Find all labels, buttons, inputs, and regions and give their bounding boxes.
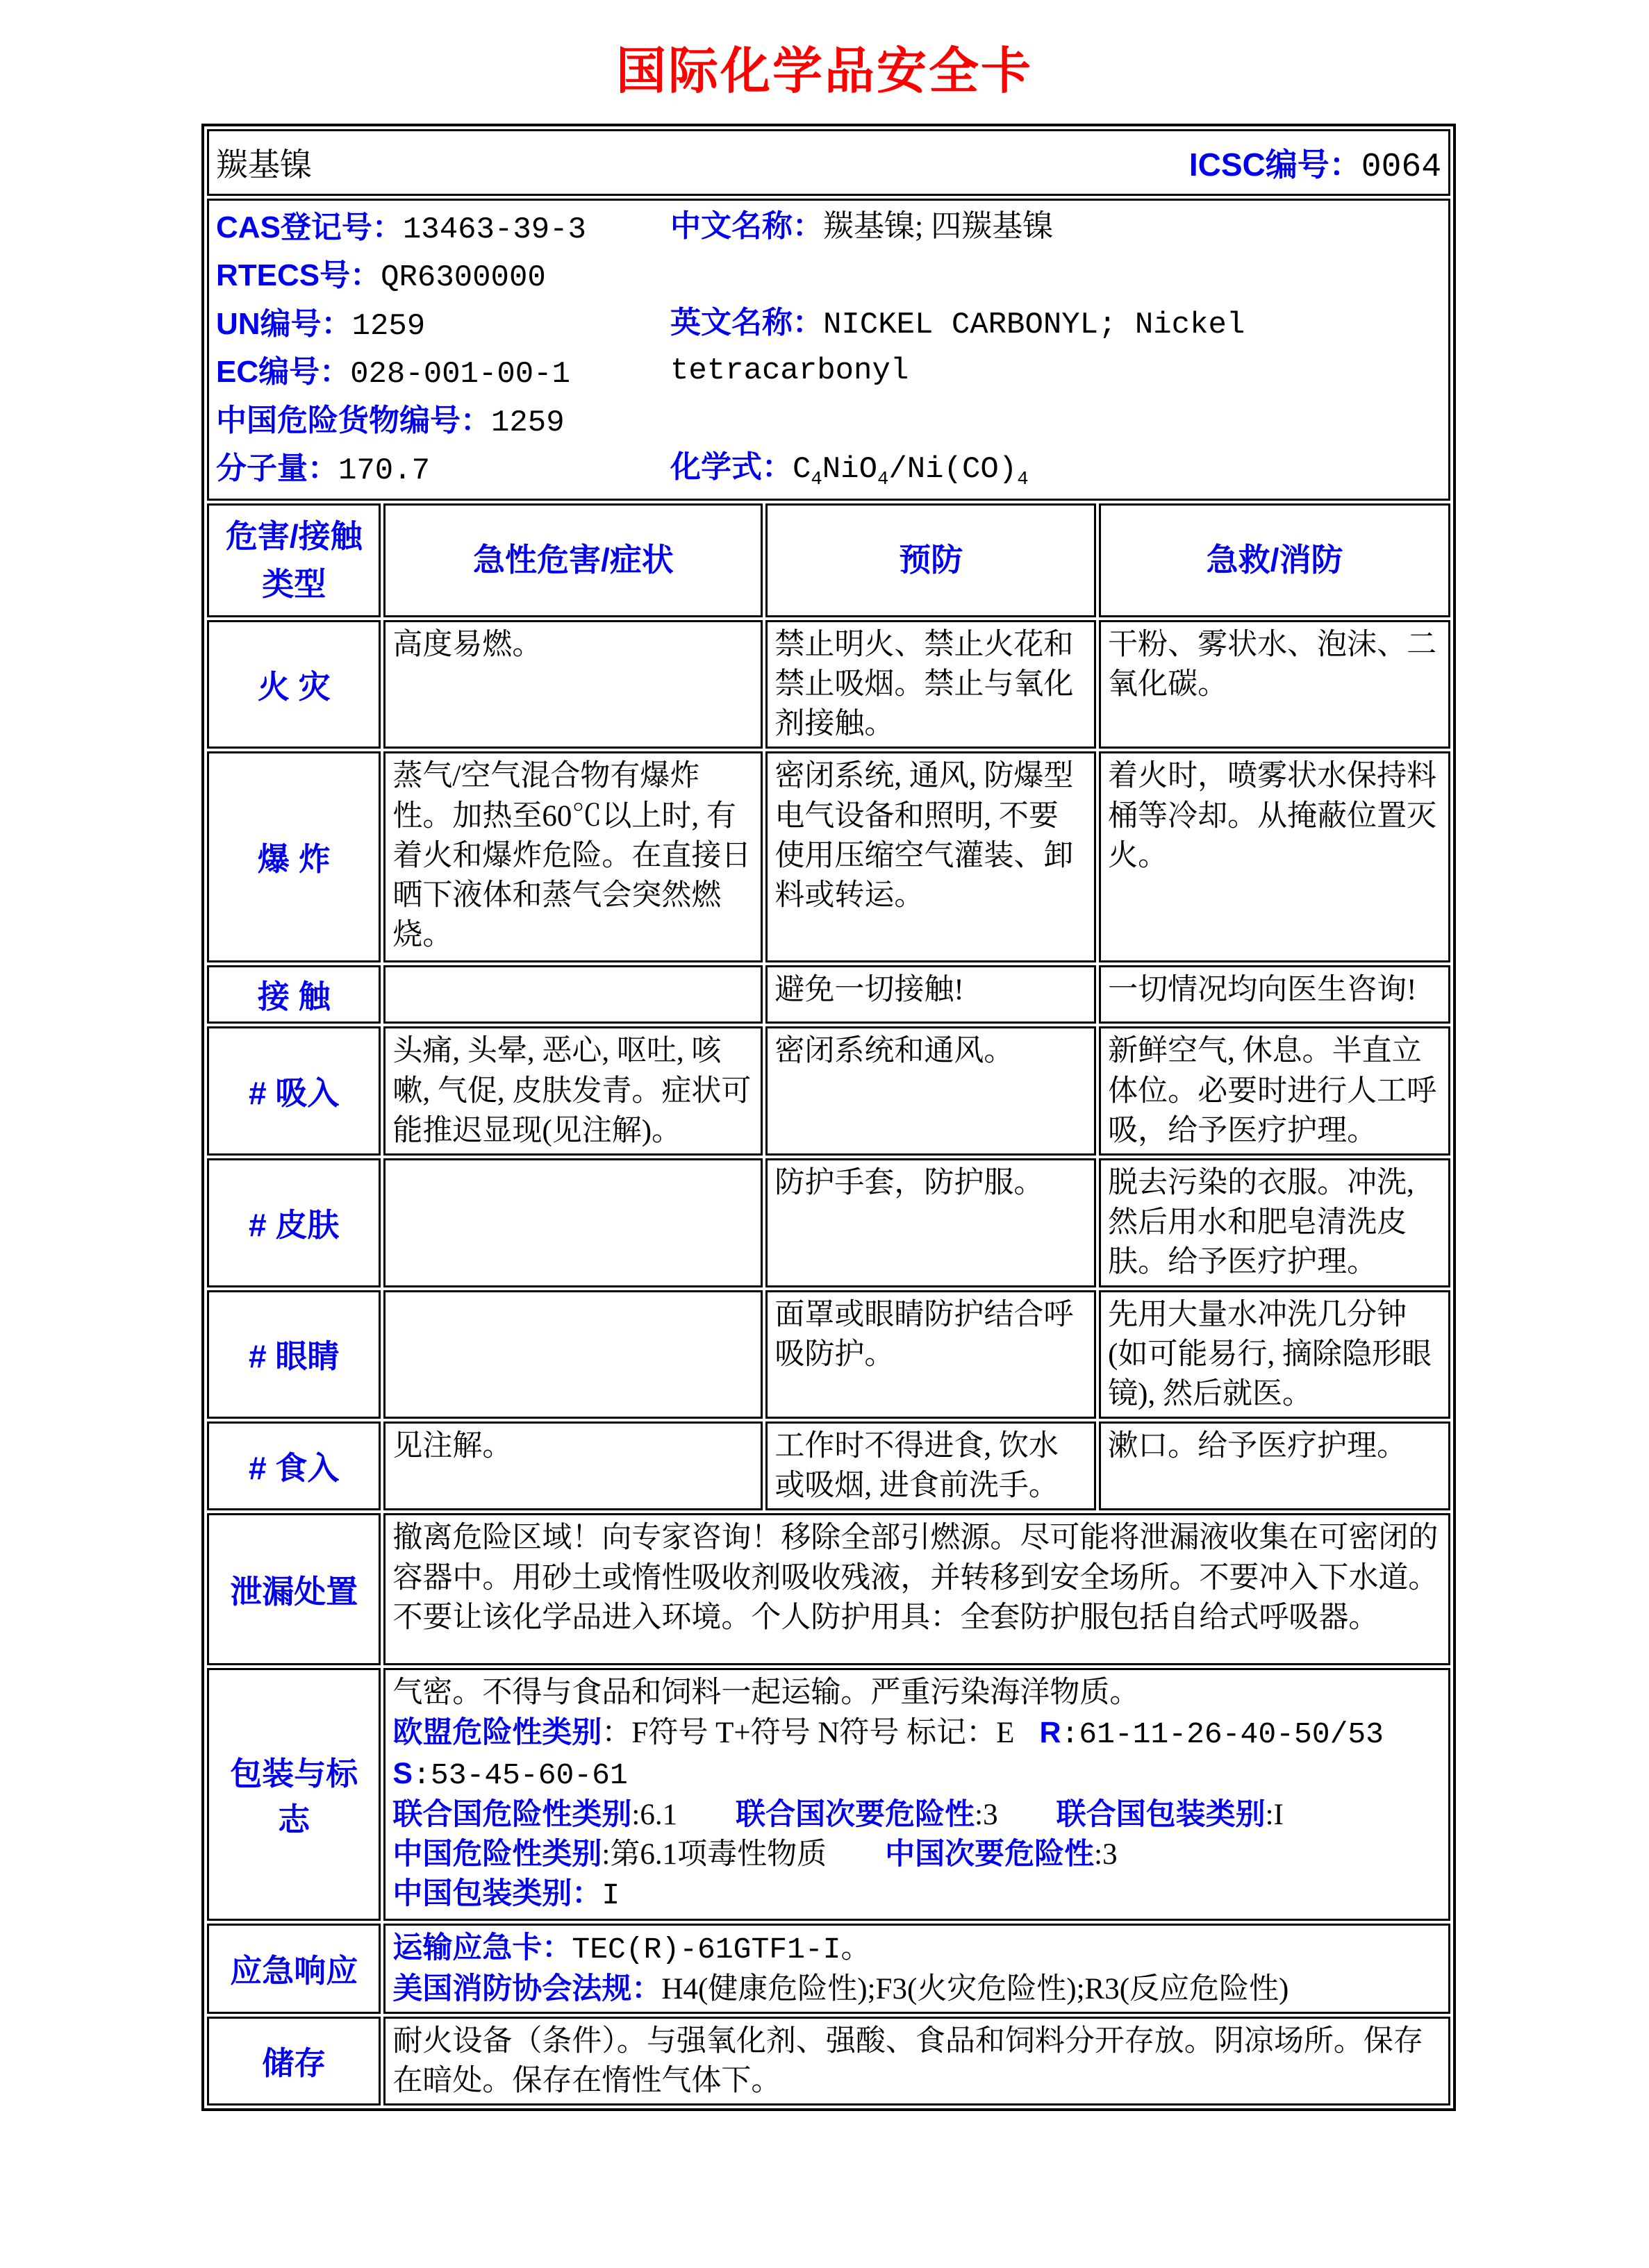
hazard-row-ingestion [207,1421,1450,1510]
contact-symptoms [383,965,763,1024]
hazard-row-explosion [207,751,1450,962]
card-header-cell [207,129,1450,196]
chemical-formula: $C_4NiO_4/Ni(CO)_4$ [793,452,1029,491]
section-row-spill [207,1513,1450,1665]
section-row-storage [207,2017,1450,2106]
inhalation-prevention: 密闭系统和通风。 [765,1026,1096,1156]
identifier-list [216,203,666,496]
identification-cell [207,199,1450,501]
inhalation-symptoms: 头痛, 头晕, 恶心, 呕吐, 咳嗽, 气促, 皮肤发青。症状可能推迟显现(见注解)。 [383,1026,763,1156]
storage-text: 耐火设备（条件）。与强氧化剂、强酸、食品和饲料分开存放。阴凉场所。保存在暗处。保存在惰性气体下。 [383,2017,1450,2106]
chemical-formula-line: 化学式：$C_4NiO_4/Ni(CO)_4$ [670,450,1029,491]
hazard-row-skin [207,1158,1450,1287]
icsc-safety-card-page [0,31,1649,2111]
packaging-line-cn-pack: 中国包装类别：I [392,1877,620,1913]
page-title: 国际化学品安全卡 [615,44,1033,99]
packaging-line-un: 联合国危险性类别:6.1 联合国次要危险性:3 联合国包装类别:I [392,1798,1284,1831]
hazard-row-eyes [207,1290,1450,1419]
section-row-emergency [207,1924,1450,2014]
inhalation-label: # 吸入 [207,1026,381,1156]
emergency-label: 应急响应 [207,1924,381,2014]
hazard-row-inhalation [207,1026,1450,1156]
storage-label: 储存 [207,2017,381,2106]
hazard-type-header: 危害/接触 类型 [207,503,381,617]
emergency-line-terc: 运输应急卡：TEC(R)-61GTF1-I。 [392,1931,871,1967]
ingestion-symptoms: 见注解。 [383,1421,763,1510]
ec-number-line: EC编号：028-001-00-1 [216,355,570,392]
explosion-label: 爆 炸 [207,751,381,962]
substance-name: 羰基镍 [216,147,312,183]
packaging-label: 包装与标志 [207,1668,381,1920]
fire-symptoms: 高度易燃。 [383,620,763,749]
fire-label: 火 灾 [207,620,381,749]
eyes-label: # 眼睛 [207,1290,381,1419]
cas-number-line: CAS登记号：13463-39-3 [216,210,586,247]
response-header: 急救/消防 [1099,503,1450,617]
emergency-text [383,1924,1450,2014]
contact-prevention: 避免一切接触! [765,965,1096,1024]
english-name-line: 英文名称：NICKEL CARBONYL; Nickel tetracarbonyl [670,306,1245,388]
explosion-prevention: 密闭系统, 通风, 防爆型电气设备和照明, 不要使用压缩空气灌装、卸料或转运。 [765,751,1096,962]
spill-label: 泄漏处置 [207,1513,381,1665]
skin-response: 脱去污染的衣服。冲洗, 然后用水和肥皂清洗皮肤。给予医疗护理。 [1099,1158,1450,1287]
eyes-prevention: 面罩或眼睛防护结合呼吸防护。 [765,1290,1096,1419]
ingestion-response: 漱口。给予医疗护理。 [1099,1421,1450,1510]
eyes-symptoms [383,1290,763,1419]
ingestion-prevention: 工作时不得进食, 饮水或吸烟, 进食前洗手。 [765,1421,1096,1510]
packaging-text [383,1668,1450,1920]
symptoms-header: 急性危害/症状 [383,503,763,617]
hazard-row-contact [207,965,1450,1024]
icsc-card-table [201,124,1456,2111]
contact-label: 接 触 [207,965,381,1024]
skin-label: # 皮肤 [207,1158,381,1287]
contact-response: 一切情况均向医生咨询! [1099,965,1450,1024]
section-row-packaging [207,1668,1450,1920]
fire-prevention: 禁止明火、禁止火花和禁止吸烟。禁止与氧化剂接触。 [765,620,1096,749]
hazard-row-fire [207,620,1450,749]
molecular-weight-line: 分子量：170.7 [216,451,431,489]
explosion-response: 着火时，喷雾状水保持料桶等冷却。从掩蔽位置灭火。 [1099,751,1450,962]
ingestion-label: # 食入 [207,1421,381,1510]
packaging-line-transport: 气密。不得与食品和饲料一起运输。严重污染海洋物质。 [392,1676,1140,1710]
names-block [666,203,1379,496]
rtecs-number-line: RTECS号：QR6300000 [216,258,546,296]
packaging-line-eu: 欧盟危险性类别：F符号 T+符号 N符号 标记：E R:61-11-26-40-50/53 S:53-45-60-61 [392,1715,1384,1792]
icsc-number-label: ICSC编号： [1188,146,1361,183]
inhalation-response: 新鲜空气, 休息。半直立体位。必要时进行人工呼吸，给予医疗护理。 [1099,1026,1450,1156]
china-dg-number-line: 中国危险货物编号：1259 [216,403,565,440]
prevention-header: 预防 [765,503,1096,617]
chinese-name-line: 中文名称：羰基镍; 四羰基镍 [670,209,1054,243]
eyes-response: 先用大量水冲洗几分钟(如可能易行, 摘除隐形眼镜), 然后就医。 [1099,1290,1450,1419]
card-header-row [207,129,1450,196]
hazard-header-row [207,503,1450,617]
spill-text: 撤离危险区域！向专家咨询！移除全部引燃源。尽可能将泄漏液收集在可密闭的容器中。用砂土或惰性吸收剂吸收残液，并转移到安全场所。不要冲入下水道。不要让该化学品进入环境。个人防护用具：全套防护服包括自给式呼吸器。 [383,1513,1450,1665]
un-number-line: UN编号：1259 [216,306,426,344]
icsc-number [1189,140,1441,186]
icsc-number-value: 0064 [1361,148,1441,186]
fire-response: 干粉、雾状水、泡沫、二氧化碳。 [1099,620,1450,749]
packaging-line-cn: 中国危险性类别:第6.1项毒性物质 中国次要危险性:3 [392,1837,1118,1871]
identification-row [207,199,1450,501]
explosion-symptoms: 蒸气/空气混合物有爆炸性。加热至60℃以上时, 有着火和爆炸危险。在直接日晒下液体和蒸气会突然燃烧。 [383,751,763,962]
emergency-line-nfpa: 美国消防协会法规：H4(健康危险性);F3(火灾危险性);R3(反应危险性) [392,1971,1289,2006]
skin-symptoms [383,1158,763,1287]
skin-prevention: 防护手套，防护服。 [765,1158,1096,1287]
